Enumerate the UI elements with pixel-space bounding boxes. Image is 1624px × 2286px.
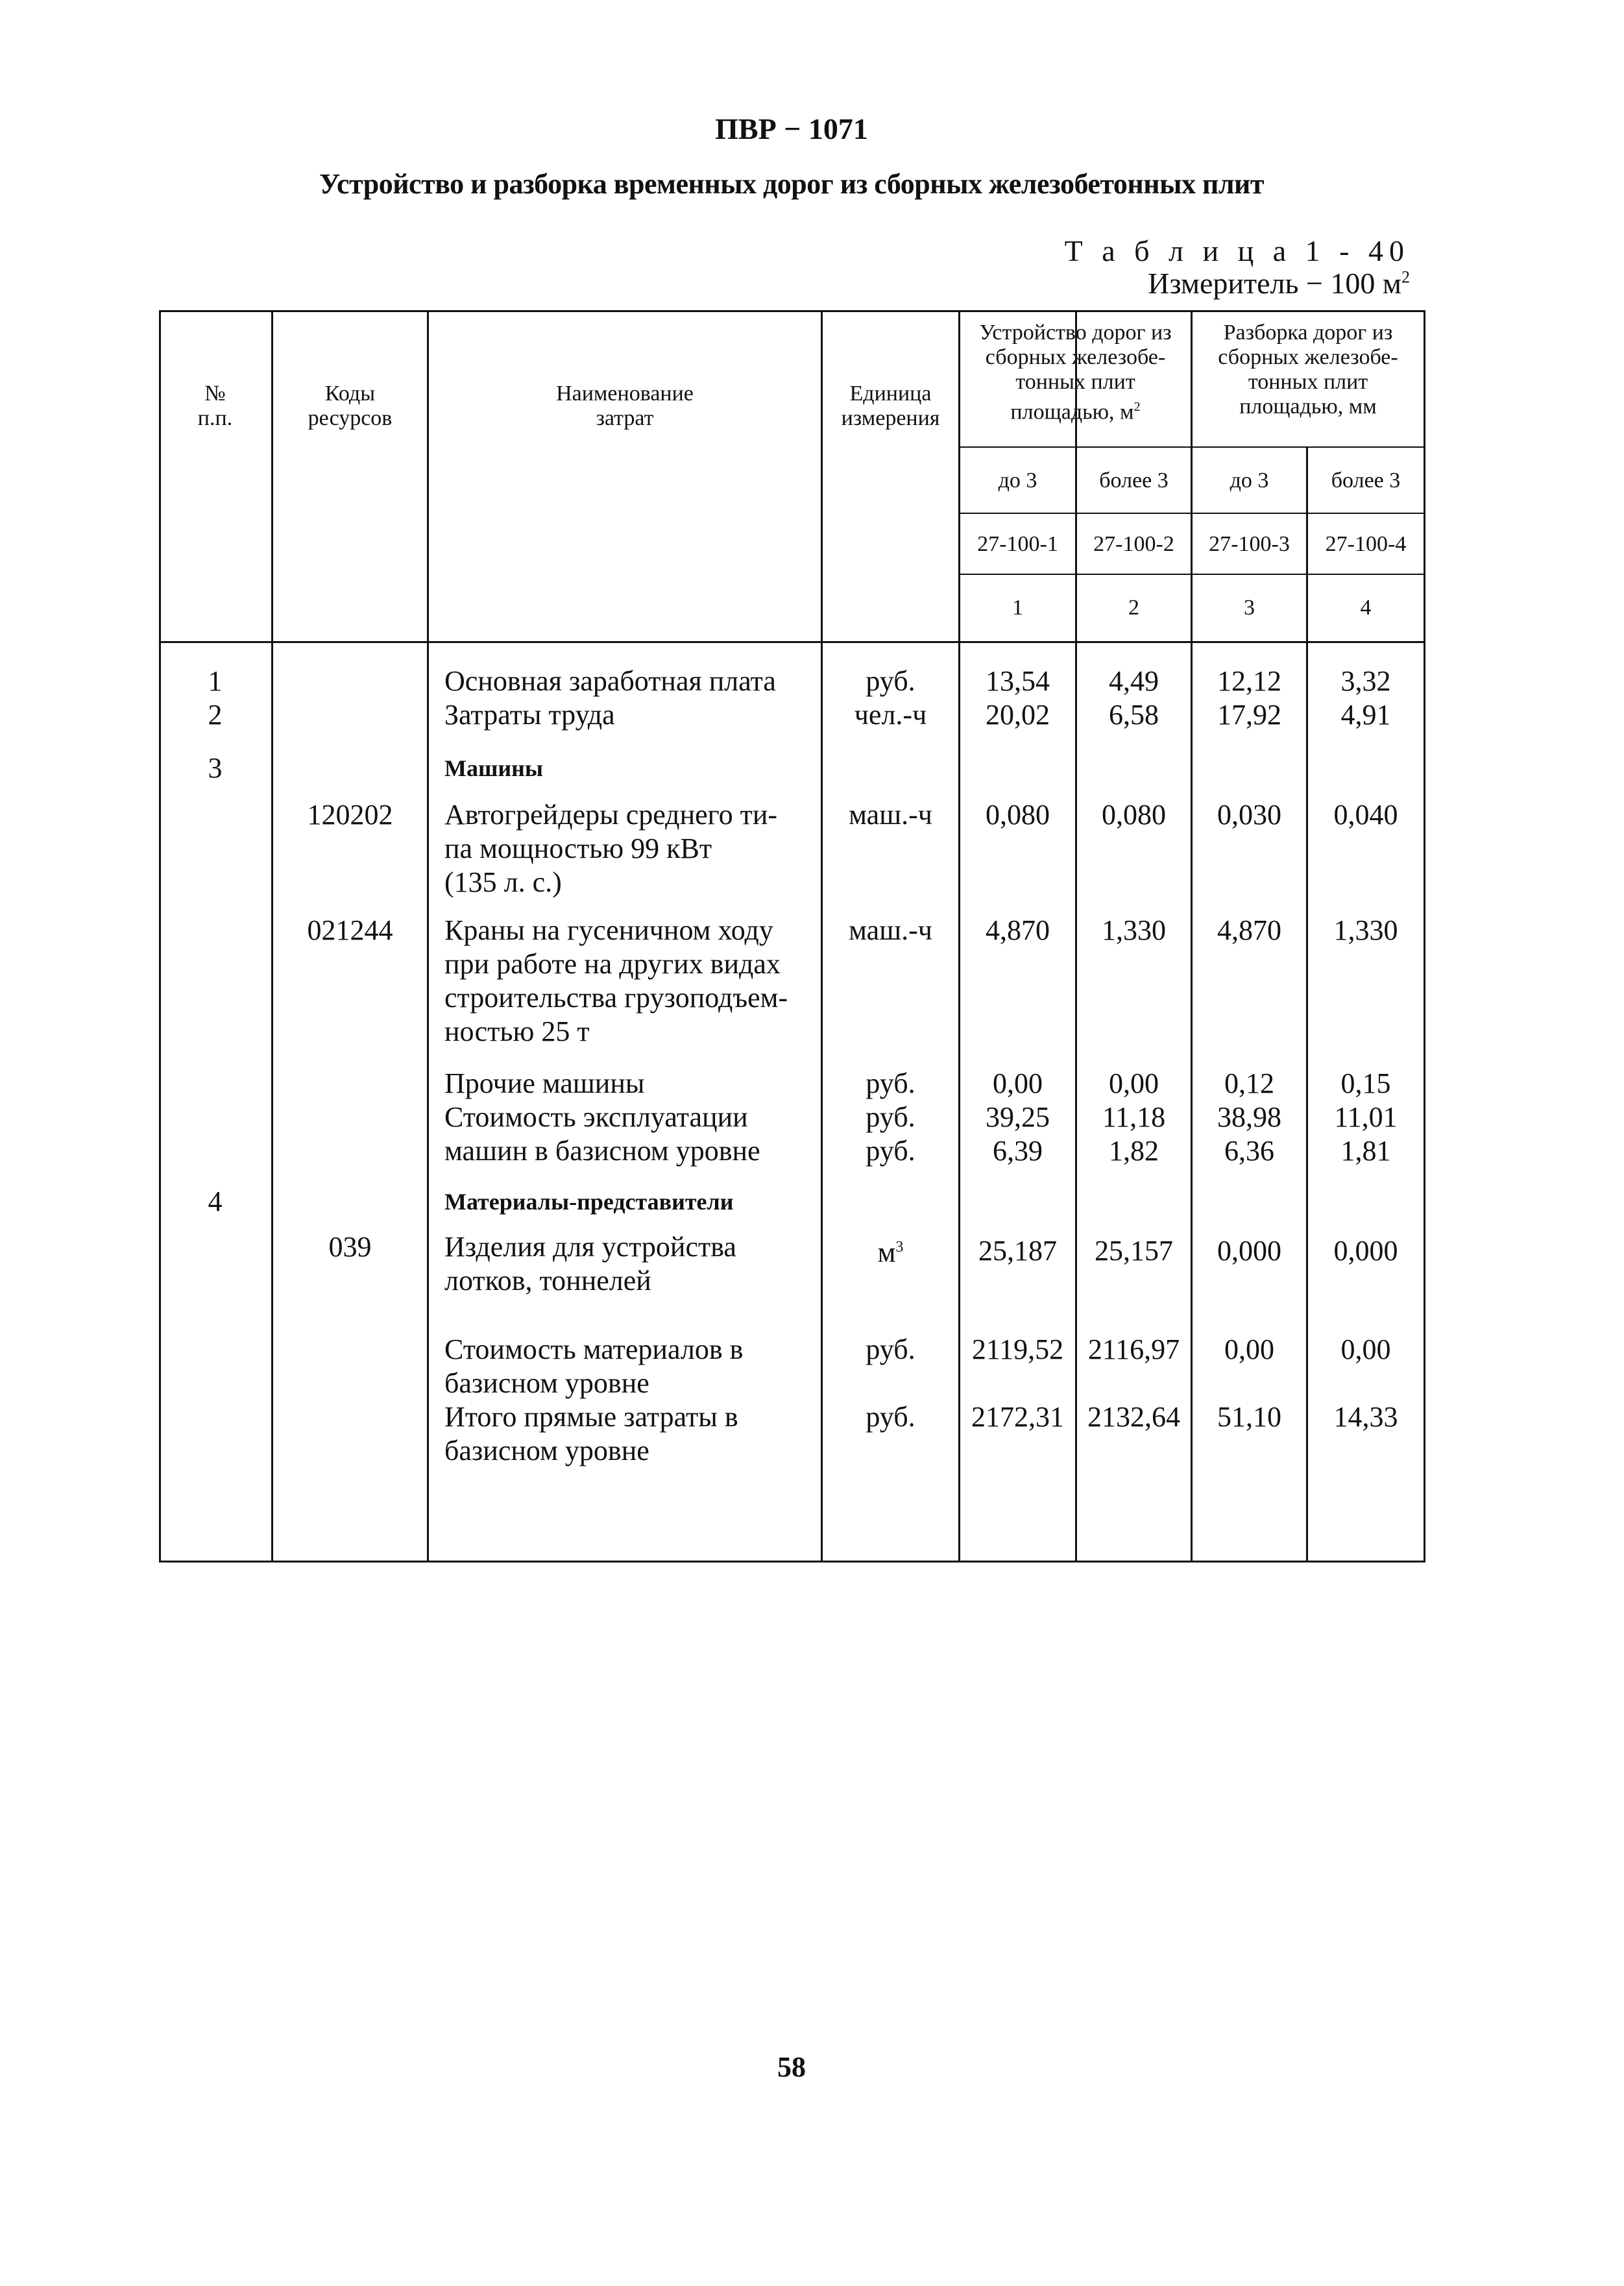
header-group-install-text: площадью, м [1010,400,1134,424]
header-group-install-line3: тонных плит [1015,370,1135,394]
row-1-unit: руб. [866,665,915,697]
row-other-machines-v3: 0,12 [1224,1067,1274,1099]
row-products-v3: 0,000 [1217,1235,1281,1267]
row-grader-v3: 0,030 [1217,799,1281,831]
row-2-v4: 4,91 [1340,699,1391,731]
row-materials-cost-line2: базисном уровне [444,1367,649,1399]
page-number: 58 [777,2051,806,2083]
row-operation-cost-unit [823,1100,958,1168]
row-operation-cost-c3 [1193,1100,1306,1168]
row-operation-cost-v3b: 6,36 [1224,1135,1274,1167]
row-grader-name-line2: па мощностью 99 кВт [444,833,712,864]
row-crane-name-line4: ностью 25 т [444,1015,590,1047]
row-products-name-line1: Изделия для устройства [444,1231,736,1263]
row-3-num: 3 [208,752,223,784]
measure-text: Измеритель − 100 м [1148,267,1401,300]
row-materials-cost-unit: руб. [866,1333,915,1365]
document-title: Устройство и разборка временных дорог из сборных железобетонных плит [319,168,1264,200]
header-name-line2: затрат [596,406,654,430]
header-code-1: 27-100-1 [977,532,1058,556]
row-2-v1: 20,02 [986,699,1050,731]
row-2-v3: 17,92 [1217,699,1281,731]
table-label: Т а б л и ц а 1 - 40 [1064,234,1410,267]
row-other-machines-unit: руб. [866,1067,915,1099]
row-grader-name-line3: (135 л. с.) [444,866,562,898]
row-operation-cost-v1: 39,25 [986,1101,1050,1133]
row-1-v2: 4,49 [1109,665,1159,697]
header-sub-4: более 3 [1331,468,1401,492]
row-crane-name [444,914,788,1049]
row-grader-name [444,798,777,899]
header-codes-line1: Коды [324,382,376,406]
header-code-3: 27-100-3 [1209,532,1290,556]
row-products-code: 039 [328,1231,372,1263]
measure-label [1148,266,1410,300]
row-4-num: 4 [208,1186,223,1217]
header-group-install-line1: Устройство дорог из [979,321,1172,345]
row-total-line2: базисном уровне [444,1435,649,1466]
row-products-name [444,1230,736,1298]
row-products-v1: 25,187 [978,1235,1057,1267]
row-products-unit-text: м [877,1236,896,1269]
header-index-1: 1 [1012,596,1023,620]
row-total-v1: 2172,31 [971,1401,1064,1433]
header-group-dismantle-line2: сборных железобе- [1218,345,1398,369]
row-operation-cost-v2b: 1,82 [1109,1135,1159,1167]
row-operation-cost-name [444,1100,760,1168]
row-other-machines-name: Прочие машины [444,1067,645,1099]
row-total-name [444,1400,738,1468]
row-other-machines-v4: 0,15 [1340,1067,1391,1099]
header-group-dismantle-line3: тонных плит [1248,370,1368,394]
header-num [159,382,271,431]
row-2-v2: 6,58 [1109,699,1159,731]
header-codes [273,382,427,431]
row-materials-cost-line1: Стоимость материалов в [444,1333,744,1365]
row-operation-cost-c1 [960,1100,1075,1168]
header-line-4 [159,641,1425,643]
rates-table [159,310,1425,1563]
row-products-unit-sup: 3 [895,1239,904,1256]
row-grader-v1: 0,080 [986,799,1050,831]
row-materials-cost-v1: 2119,52 [971,1333,1064,1365]
header-unit-line2: измерения [841,406,940,430]
document-code: ПВР − 1071 [715,112,868,145]
row-materials-cost-v4: 0,00 [1340,1333,1391,1365]
row-operation-cost-c4 [1308,1100,1424,1168]
header-index-2: 2 [1128,596,1139,620]
header-unit-line1: Единица [849,382,932,406]
row-operation-cost-v1b: 6,39 [993,1135,1043,1167]
row-crane-v1: 4,870 [986,914,1050,946]
row-1-name: Основная заработная плата [444,665,776,697]
header-sub-3: до 3 [1230,468,1269,492]
header-name-line1: Наименование [556,382,694,406]
section-machines: Машины [444,755,543,781]
row-crane-code: 021244 [307,914,393,946]
border-right [1424,310,1425,1563]
row-grader-name-line1: Автогрейдеры среднего ти- [444,799,778,831]
row-1-v1: 13,54 [986,665,1050,697]
header-sub-1: до 3 [998,468,1037,492]
row-operation-cost-v2: 11,18 [1102,1101,1166,1133]
row-materials-cost-v3: 0,00 [1224,1333,1274,1365]
row-other-machines-v1: 0,00 [993,1067,1043,1099]
row-crane-name-line3: строительства грузоподъем- [444,982,788,1014]
row-operation-cost-unit-2: руб. [866,1135,915,1167]
row-other-machines-v2: 0,00 [1109,1067,1159,1099]
row-grader-v2: 0,080 [1102,799,1166,831]
header-name [429,382,821,431]
row-materials-cost-v2: 2116,97 [1087,1333,1180,1365]
row-materials-cost-name [444,1333,743,1400]
header-group-install-line2: сборных железобе- [985,345,1166,369]
header-group-dismantle-line4: площадью, мм [1239,395,1377,419]
header-index-3: 3 [1244,596,1255,620]
row-2-unit: чел.-ч [854,699,927,731]
row-total-v3: 51,10 [1217,1401,1281,1433]
header-num-line2: п.п. [197,406,233,430]
row-grader-v4: 0,040 [1333,799,1398,831]
border-left [159,310,161,1563]
row-operation-cost-line2: машин в базисном уровне [444,1135,760,1167]
header-line-1 [958,446,1425,448]
divider-col-2 [427,310,429,1563]
row-1-num: 1 [208,665,223,697]
row-operation-cost-c2 [1077,1100,1191,1168]
header-line-3 [958,574,1425,575]
row-2-name: Затраты труда [444,699,615,731]
header-group-install-sup: 2 [1133,400,1141,414]
header-index-4: 4 [1360,596,1372,620]
border-top [159,310,1425,312]
row-crane-unit: маш.-ч [849,914,932,946]
row-total-v2: 2132,64 [1087,1401,1180,1433]
header-unit [823,382,958,431]
border-bottom [159,1561,1425,1563]
row-1-v3: 12,12 [1217,665,1281,697]
header-code-4: 27-100-4 [1325,532,1407,556]
row-total-unit: руб. [866,1401,915,1433]
row-1-v4: 3,32 [1340,665,1391,697]
measure-superscript: 2 [1401,267,1410,287]
row-crane-name-line1: Краны на гусеничном ходу [444,914,773,946]
header-group-dismantle [1193,321,1424,419]
row-products-v4: 0,000 [1333,1235,1398,1267]
header-line-2 [958,513,1425,514]
row-operation-cost-unit-1: руб. [866,1101,915,1133]
row-products-v2: 25,157 [1095,1235,1173,1267]
row-crane-name-line2: при работе на других видах [444,948,781,980]
header-code-2: 27-100-2 [1093,532,1174,556]
row-grader-unit: маш.-ч [849,799,932,831]
section-materials: Материалы-представители [444,1189,734,1215]
row-2-num: 2 [208,699,223,731]
row-operation-cost-v4: 11,01 [1334,1101,1398,1133]
row-operation-cost-line1: Стоимость эксплуатации [444,1101,748,1133]
row-total-line1: Итого прямые затраты в [444,1401,738,1433]
row-crane-v2: 1,330 [1102,914,1166,946]
row-total-v4: 14,33 [1333,1401,1398,1433]
row-operation-cost-v3: 38,98 [1217,1101,1281,1133]
header-group-install-line4 [960,395,1191,424]
header-num-line1: № [204,382,226,406]
header-sub-2: более 3 [1099,468,1169,492]
header-codes-line2: ресурсов [308,406,393,430]
row-operation-cost-v4b: 1,81 [1340,1135,1391,1167]
row-grader-code: 120202 [307,799,393,831]
row-crane-v4: 1,330 [1333,914,1398,946]
row-crane-v3: 4,870 [1217,914,1281,946]
header-group-install [960,321,1191,424]
row-products-unit [823,1230,958,1270]
row-products-name-line2: лотков, тоннелей [444,1265,651,1296]
header-group-dismantle-line1: Разборка дорог из [1223,321,1393,345]
